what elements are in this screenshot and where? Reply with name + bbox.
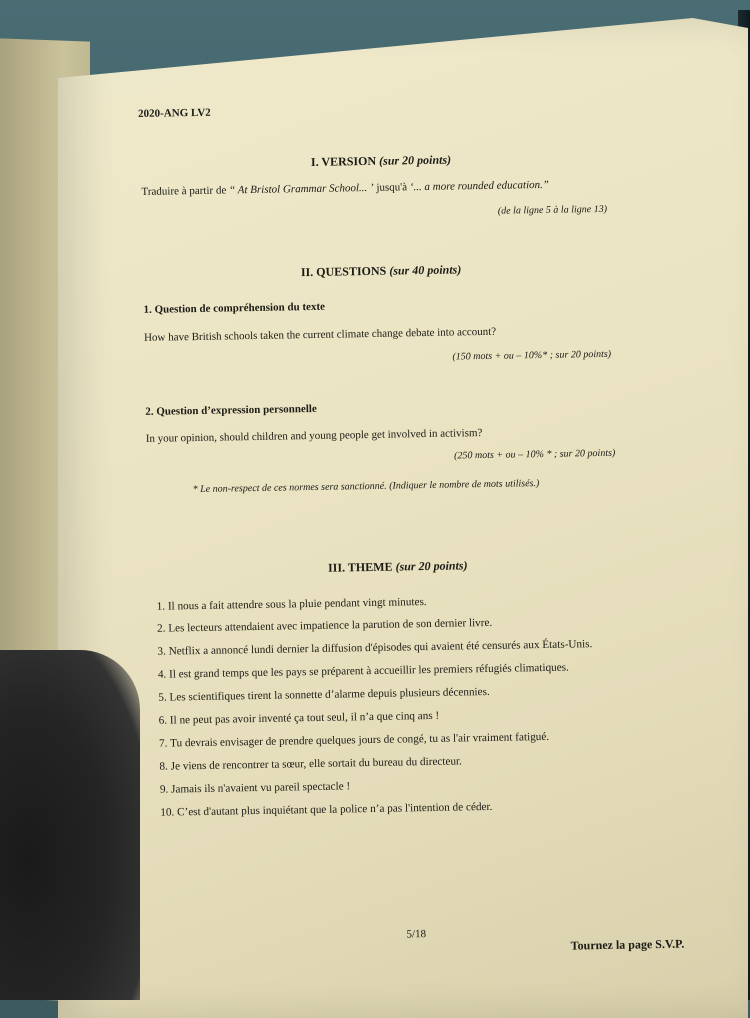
theme-item: 4. Il est grand temps que les pays se préparent à accueillir les premiers réfugiés climatiques. [157,661,569,681]
theme-item: 6. Il ne peut pas avoir inventé ça tout seul, il n’a que cinq ans ! [158,709,440,727]
q1-title: 1. Question de compréhension du texte [143,300,326,316]
section1-instruction [141,179,549,198]
quote-start: “ At Bristol Grammar School... ’ [228,181,374,197]
section3-title: III. THEME [327,559,393,575]
q1-note: (150 mots + ou – 10%* ; sur 20 points) [452,348,612,363]
turn-page-note: Tournez la page S.V.P. [570,936,685,953]
theme-item: 5. Les scientifiques tirent la sonnette d’alarme depuis plusieurs décennies. [158,685,490,704]
q1-text: How have British schools taken the current climate change debate into account? [143,325,497,344]
q2-note: (250 mots + ou – 10% * ; sur 20 points) [454,447,616,462]
jusqua: jusqu'à [376,181,408,194]
footnote: * Le non-respect de ces normes sera sanctionné. (Indiquer le nombre de mots utilisés.) [192,478,540,496]
theme-item: 10. C’est d'autant plus inquiétant que la police n’a pas l'intention de céder. [160,800,493,819]
theme-item: 8. Je viens de rencontrer ta sœur, elle sortait du bureau du directeur. [159,755,463,773]
section3-heading [328,558,468,575]
quote-end: ‘... a more rounded education.” [409,178,550,194]
section2-points: (sur 40 points) [389,262,462,278]
section1-title: I. VERSION [310,153,377,169]
theme-item: 7. Tu devrais envisager de prendre quelques jours de congé, tu as l'air vraiment fatigué. [158,730,550,750]
thumb-shadow [0,650,140,1000]
section1-heading [311,153,451,170]
section2-heading [301,262,462,280]
q2-text: In your opinion, should children and young people get involved in activism? [145,427,483,445]
exam-code: 2020-ANG LV2 [138,106,211,120]
theme-item: 9. Jamais ils n'avaient vu pareil spectacle ! [159,780,351,796]
exam-content [138,98,713,968]
q2-title: 2. Question d’expression personnelle [145,402,317,418]
section3-points: (sur 20 points) [395,558,468,574]
section1-points: (sur 20 points) [378,152,452,168]
theme-item: 1. Il nous a fait attendre sous la pluie pendant vingt minutes. [156,596,427,613]
section2-title: II. QUESTIONS [300,263,387,280]
theme-item: 3. Netflix a annoncé lundi dernier la diffusion d'épisodes qui avaient été censurés aux États-Unis. [157,638,593,658]
theme-item: 2. Les lecteurs attendaient avec impatience la parution de son dernier livre. [156,616,493,635]
lines-note: (de la ligne 5 à la ligne 13) [497,203,608,217]
page-number: 5/18 [406,928,427,941]
instruction-prefix: Traduire à partir de [141,184,227,198]
